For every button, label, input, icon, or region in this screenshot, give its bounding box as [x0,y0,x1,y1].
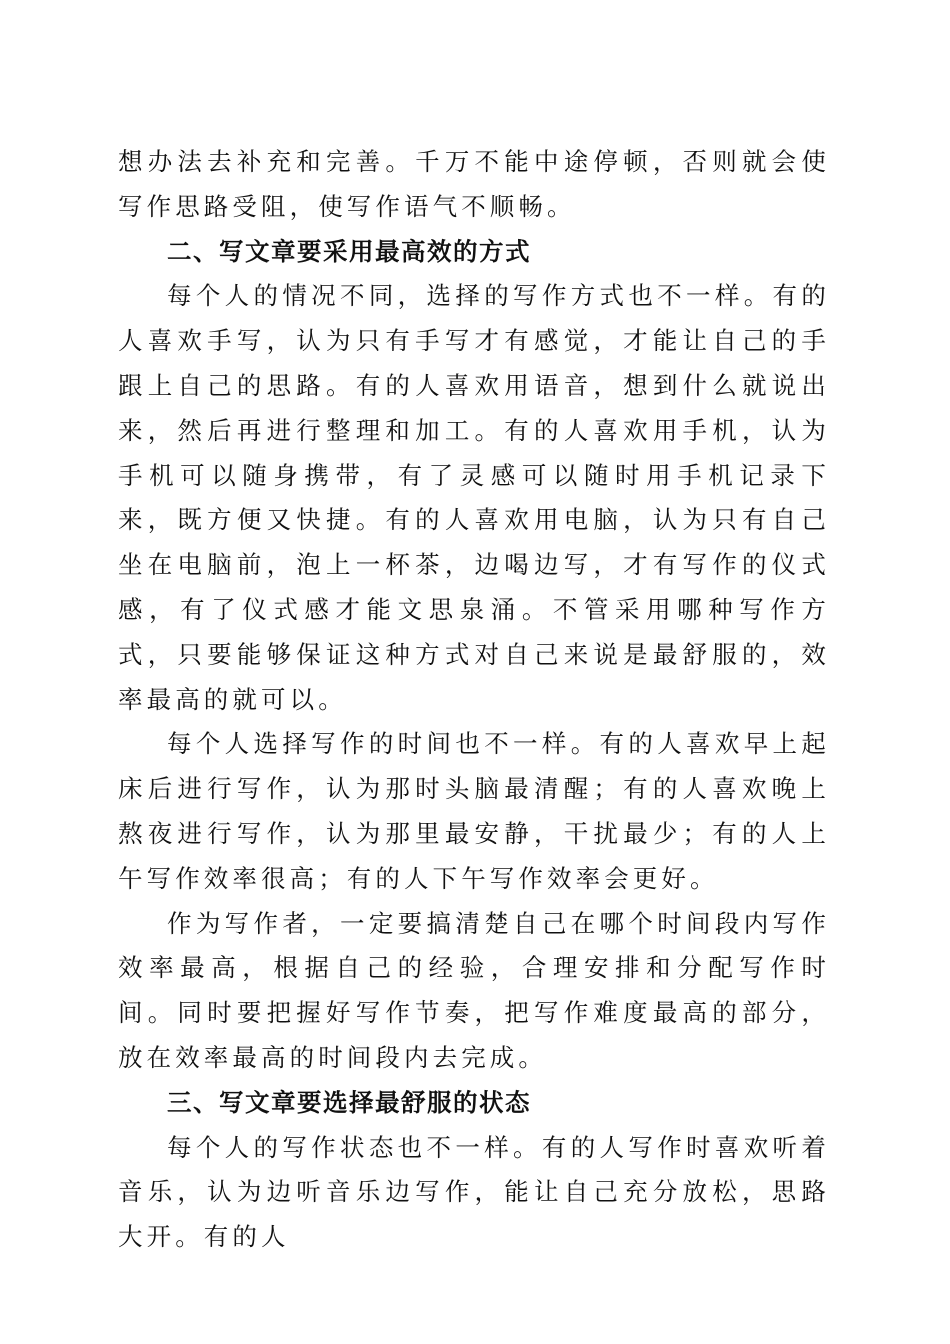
section-heading-3: 三、写文章要选择最舒服的状态 [167,1087,531,1117]
paragraph-writing-state: 每个人的写作状态也不一样。有的人写作时喜欢听着音乐，认为边听音乐边写作，能让自己充分放松，思路大开。有的人 [118,1132,830,1252]
paragraph-writing-efficiency: 作为写作者，一定要搞清楚自己在哪个时间段内写作效率最高，根据自己的经验，合理安排和分配写作时间。同时要把握好写作节奏，把写作难度最高的部分，放在效率最高的时间段内去完成。 [118,908,830,1072]
document-body [118,140,830,1260]
section-heading-2: 二、写文章要采用最高效的方式 [167,236,531,266]
paragraph-writing-methods: 每个人的情况不同，选择的写作方式也不一样。有的人喜欢手写，认为只有手写才有感觉，才能让自己的手跟上自己的思路。有的人喜欢用语音，想到什么就说出来，然后再进行整理和加工。有的人喜欢用手机，认为手机可以随身携带，有了灵感可以随时用手机记录下来，既方便又快捷。有的人喜欢用电脑，认为只有自己坐在电脑前，泡上一杯茶，边喝边写，才有写作的仪式感，有了仪式感才能文思泉涌。不管采用哪种写作方式，只要能够保证这种方式对自己来说是最舒服的，效率最高的就可以。 [118,281,830,714]
paragraph-writing-time: 每个人选择写作的时间也不一样。有的人喜欢早上起床后进行写作，认为那时头脑最清醒；有的人喜欢晚上熬夜进行写作，认为那里最安静，干扰最少；有的人上午写作效率很高；有的人下午写作效率会更好。 [118,729,830,893]
paragraph-continuation: 想办法去补充和完善。千万不能中途停顿，否则就会使写作思路受阻，使写作语气不顺畅。 [118,147,830,221]
